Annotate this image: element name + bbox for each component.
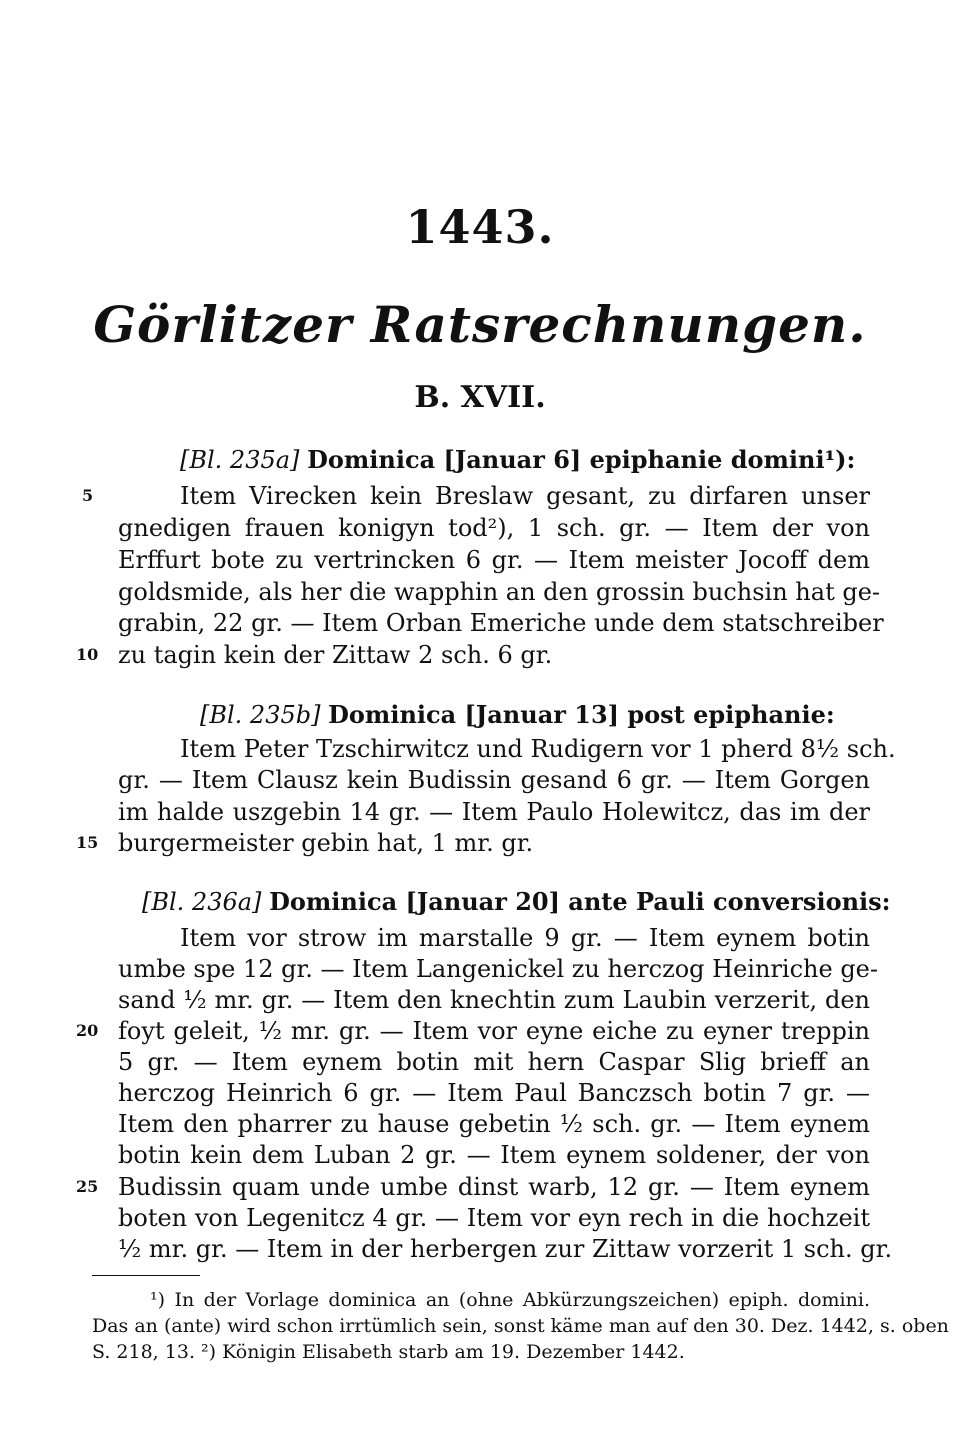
footnote-line: ¹) In der Vorlage dominica an (ohne Abkürzungszeichen) epiph. domini. — [150, 1289, 870, 1311]
text-line: im halde uszgebin 14 gr. — Item Paulo Holewitcz, das im der — [118, 798, 870, 826]
text-line: 5 gr. — Item eynem botin mit hern Caspar Slig brieff an — [118, 1048, 870, 1076]
year-heading: 1443. — [405, 200, 555, 254]
text-line: Item den pharrer zu hause gebetin ½ sch. gr. — Item eynem — [118, 1110, 870, 1138]
text-line: botin kein dem Luban 2 gr. — Item eynem soldener, der von — [118, 1141, 870, 1169]
text-line: grabin, 22 gr. — Item Orban Emeriche unde dem statschreiber — [118, 609, 884, 637]
volume-label: B. XVII. — [414, 380, 546, 415]
line-number: 20 — [76, 1021, 99, 1040]
section-heading — [200, 700, 835, 729]
line-number: 5 — [82, 486, 94, 505]
folio-ref: [Bl. 236a] — [142, 888, 262, 916]
section-title: Dominica [Januar 6] epiphanie domini¹): — [307, 445, 856, 474]
text-line: ½ mr. gr. — Item in der herbergen zur Zittaw vorzerit 1 sch. gr. — [118, 1235, 893, 1263]
text-line: Item Peter Tzschirwitcz und Rudigern vor 1 pherd 8½ sch. — [180, 735, 896, 763]
line-number: 25 — [76, 1177, 99, 1196]
section-title: Dominica [Januar 20] ante Pauli conversionis: — [269, 887, 891, 916]
footnote-line: Das an (ante) wird schon irrtümlich sein, sonst käme man auf den 30. Dez. 1442, s. oben — [92, 1315, 949, 1337]
page-title: Görlitzer Ratsrechnungen. — [93, 295, 867, 354]
text-line: gr. — Item Clausz kein Budissin gesand 6 gr. — Item Gorgen — [118, 766, 870, 794]
text-line: Erffurt bote zu vertrincken 6 gr. — Item meister Jocoff dem — [118, 546, 870, 574]
line-number: 10 — [76, 645, 99, 664]
text-line: umbe spe 12 gr. — Item Langenickel zu herczog Heinriche ge- — [118, 955, 878, 983]
line-number: 15 — [76, 833, 99, 852]
text-line: foyt geleit, ½ mr. gr. — Item vor eyne eiche zu eyner treppin — [118, 1017, 870, 1045]
folio-ref: [Bl. 235a] — [180, 446, 300, 474]
text-line: Item vor strow im marstalle 9 gr. — Item eynem botin — [180, 924, 870, 952]
text-line: Budissin quam unde umbe dinst warb, 12 gr. — Item eynem — [118, 1173, 870, 1201]
footnote-rule — [92, 1275, 200, 1276]
section-title: Dominica [Januar 13] post epiphanie: — [328, 700, 835, 729]
text-line: herczog Heinrich 6 gr. — Item Paul Banczsch botin 7 gr. — — [118, 1079, 870, 1107]
text-line: boten von Legenitcz 4 gr. — Item vor eyn rech in die hochzeit — [118, 1204, 870, 1232]
section-heading — [142, 887, 891, 916]
text-line: gnedigen frauen konigyn tod²), 1 sch. gr. — Item der von — [118, 514, 870, 542]
text-line: sand ½ mr. gr. — Item den knechtin zum Laubin verzerit, den — [118, 986, 870, 1014]
text-line: goldsmide, als her die wapphin an den grossin buchsin hat ge- — [118, 578, 881, 606]
text-line: Item Virecken kein Breslaw gesant, zu dirfaren unser — [180, 482, 870, 510]
text-line: burgermeister gebin hat, 1 mr. gr. — [118, 829, 534, 857]
section-heading — [180, 445, 855, 474]
footnote-line: S. 218, 13. ²) Königin Elisabeth starb am 19. Dezember 1442. — [92, 1341, 685, 1363]
text-line: zu tagin kein der Zittaw 2 sch. 6 gr. — [118, 641, 553, 669]
folio-ref: [Bl. 235b] — [200, 701, 321, 729]
